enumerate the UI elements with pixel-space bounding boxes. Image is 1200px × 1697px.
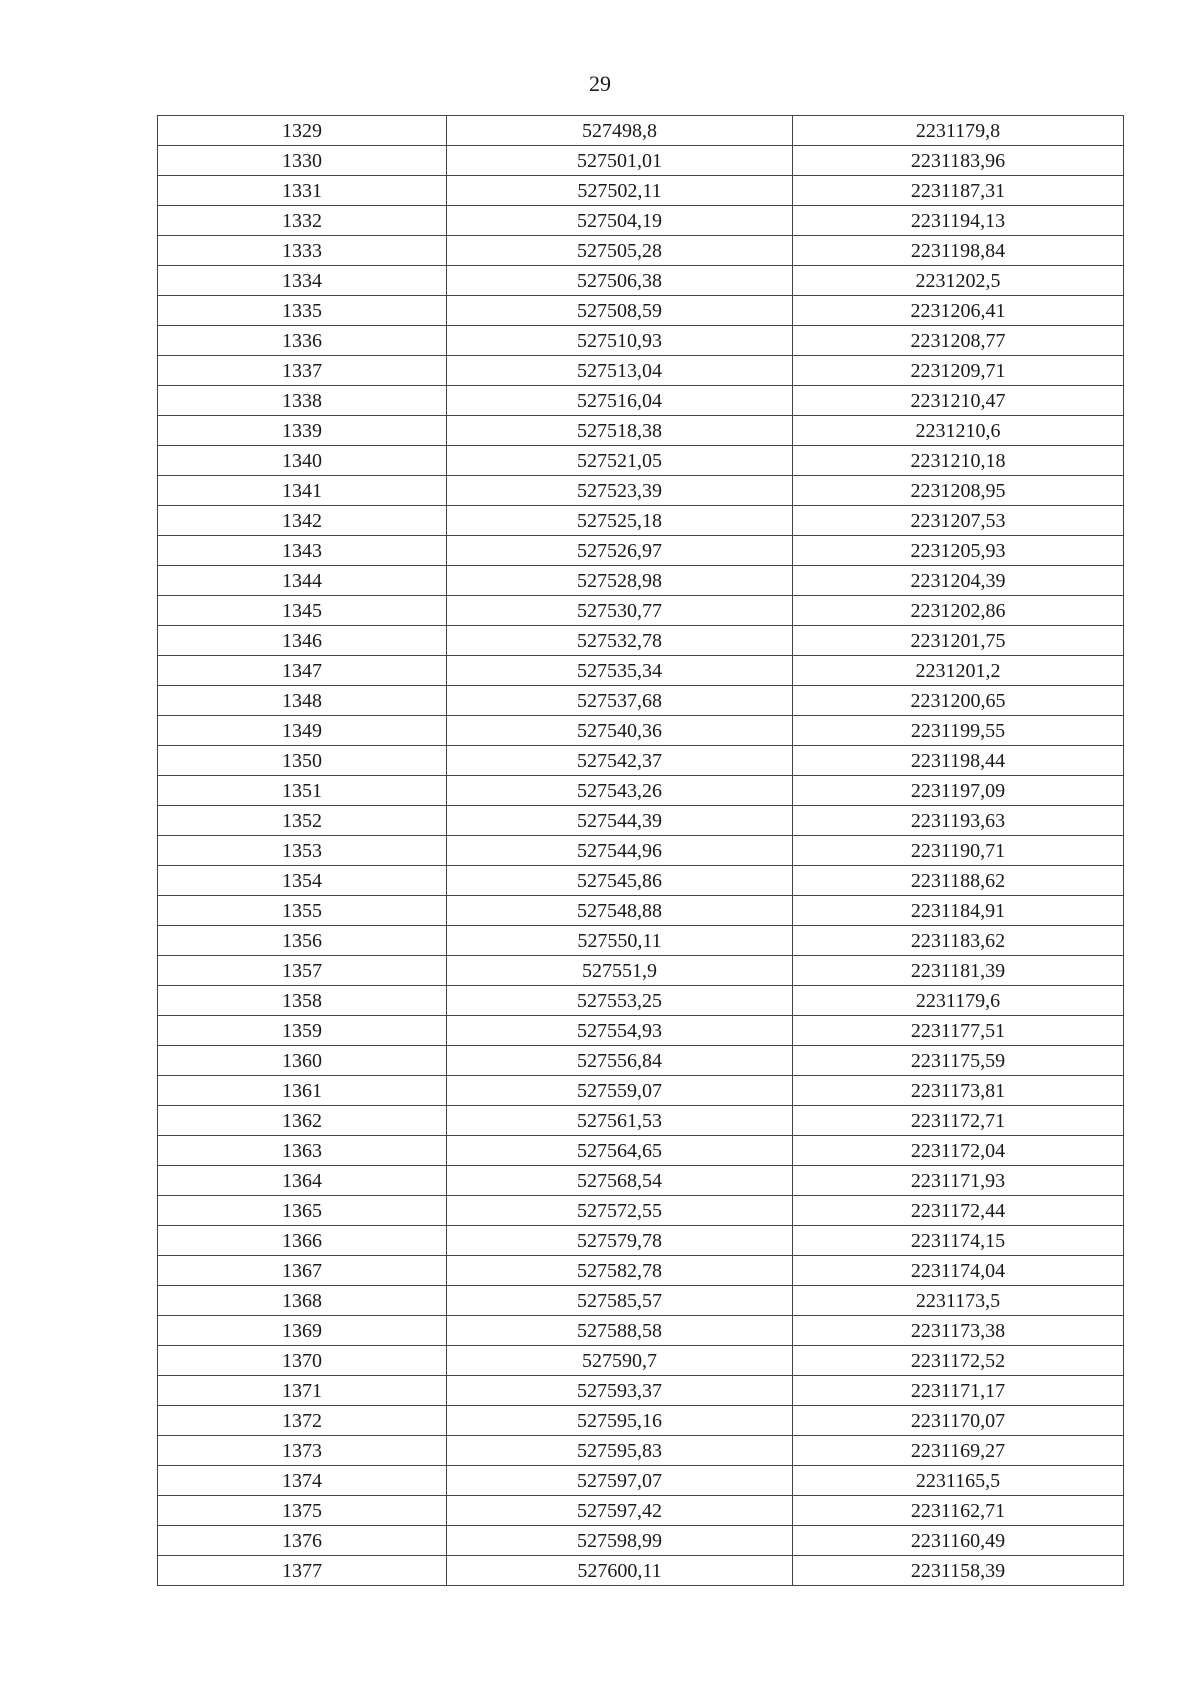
point-number-cell: 1344 xyxy=(158,566,447,596)
table-row xyxy=(158,656,1124,686)
y-coordinate-cell: 2231204,39 xyxy=(793,566,1124,596)
y-coordinate-cell: 2231171,17 xyxy=(793,1376,1124,1406)
table-row xyxy=(158,536,1124,566)
point-number-cell: 1333 xyxy=(158,236,447,266)
table-row xyxy=(158,836,1124,866)
table-row xyxy=(158,746,1124,776)
y-coordinate-cell: 2231208,77 xyxy=(793,326,1124,356)
point-number-cell: 1349 xyxy=(158,716,447,746)
x-coordinate-cell: 527597,42 xyxy=(447,1496,793,1526)
y-coordinate-cell: 2231165,5 xyxy=(793,1466,1124,1496)
y-coordinate-cell: 2231183,62 xyxy=(793,926,1124,956)
y-coordinate-cell: 2231173,5 xyxy=(793,1286,1124,1316)
table-row xyxy=(158,1046,1124,1076)
y-coordinate-cell: 2231199,55 xyxy=(793,716,1124,746)
x-coordinate-cell: 527597,07 xyxy=(447,1466,793,1496)
x-coordinate-cell: 527572,55 xyxy=(447,1196,793,1226)
y-coordinate-cell: 2231179,6 xyxy=(793,986,1124,1016)
table-row xyxy=(158,326,1124,356)
point-number-cell: 1373 xyxy=(158,1436,447,1466)
x-coordinate-cell: 527561,53 xyxy=(447,1106,793,1136)
y-coordinate-cell: 2231179,8 xyxy=(793,116,1124,146)
table-row xyxy=(158,1406,1124,1436)
y-coordinate-cell: 2231170,07 xyxy=(793,1406,1124,1436)
table-row xyxy=(158,716,1124,746)
x-coordinate-cell: 527535,34 xyxy=(447,656,793,686)
table-row xyxy=(158,236,1124,266)
y-coordinate-cell: 2231160,49 xyxy=(793,1526,1124,1556)
table-row xyxy=(158,386,1124,416)
y-coordinate-cell: 2231201,75 xyxy=(793,626,1124,656)
point-number-cell: 1367 xyxy=(158,1256,447,1286)
table-row xyxy=(158,1316,1124,1346)
y-coordinate-cell: 2231209,71 xyxy=(793,356,1124,386)
point-number-cell: 1374 xyxy=(158,1466,447,1496)
y-coordinate-cell: 2231172,04 xyxy=(793,1136,1124,1166)
point-number-cell: 1339 xyxy=(158,416,447,446)
y-coordinate-cell: 2231177,51 xyxy=(793,1016,1124,1046)
table-row xyxy=(158,566,1124,596)
table-row xyxy=(158,356,1124,386)
x-coordinate-cell: 527582,78 xyxy=(447,1256,793,1286)
point-number-cell: 1354 xyxy=(158,866,447,896)
table-row xyxy=(158,986,1124,1016)
point-number-cell: 1368 xyxy=(158,1286,447,1316)
y-coordinate-cell: 2231173,38 xyxy=(793,1316,1124,1346)
y-coordinate-cell: 2231158,39 xyxy=(793,1556,1124,1586)
x-coordinate-cell: 527525,18 xyxy=(447,506,793,536)
point-number-cell: 1347 xyxy=(158,656,447,686)
x-coordinate-cell: 527588,58 xyxy=(447,1316,793,1346)
table-row xyxy=(158,956,1124,986)
y-coordinate-cell: 2231172,44 xyxy=(793,1196,1124,1226)
point-number-cell: 1360 xyxy=(158,1046,447,1076)
x-coordinate-cell: 527540,36 xyxy=(447,716,793,746)
y-coordinate-cell: 2231190,71 xyxy=(793,836,1124,866)
y-coordinate-cell: 2231210,6 xyxy=(793,416,1124,446)
point-number-cell: 1330 xyxy=(158,146,447,176)
y-coordinate-cell: 2231187,31 xyxy=(793,176,1124,206)
y-coordinate-cell: 2231181,39 xyxy=(793,956,1124,986)
x-coordinate-cell: 527510,93 xyxy=(447,326,793,356)
y-coordinate-cell: 2231169,27 xyxy=(793,1436,1124,1466)
point-number-cell: 1365 xyxy=(158,1196,447,1226)
table-row xyxy=(158,416,1124,446)
x-coordinate-cell: 527559,07 xyxy=(447,1076,793,1106)
y-coordinate-cell: 2231200,65 xyxy=(793,686,1124,716)
x-coordinate-cell: 527595,16 xyxy=(447,1406,793,1436)
y-coordinate-cell: 2231174,15 xyxy=(793,1226,1124,1256)
table-row xyxy=(158,1226,1124,1256)
point-number-cell: 1375 xyxy=(158,1496,447,1526)
table-row xyxy=(158,1286,1124,1316)
coordinates-table-body xyxy=(158,116,1124,1586)
x-coordinate-cell: 527598,99 xyxy=(447,1526,793,1556)
x-coordinate-cell: 527501,01 xyxy=(447,146,793,176)
point-number-cell: 1329 xyxy=(158,116,447,146)
point-number-cell: 1338 xyxy=(158,386,447,416)
table-row xyxy=(158,176,1124,206)
y-coordinate-cell: 2231202,86 xyxy=(793,596,1124,626)
point-number-cell: 1359 xyxy=(158,1016,447,1046)
point-number-cell: 1350 xyxy=(158,746,447,776)
point-number-cell: 1355 xyxy=(158,896,447,926)
x-coordinate-cell: 527568,54 xyxy=(447,1166,793,1196)
table-row xyxy=(158,446,1124,476)
table-row xyxy=(158,1376,1124,1406)
table-row xyxy=(158,776,1124,806)
point-number-cell: 1342 xyxy=(158,506,447,536)
page-number: 29 xyxy=(589,71,611,96)
table-row xyxy=(158,116,1124,146)
x-coordinate-cell: 527502,11 xyxy=(447,176,793,206)
point-number-cell: 1357 xyxy=(158,956,447,986)
table-row xyxy=(158,1496,1124,1526)
y-coordinate-cell: 2231194,13 xyxy=(793,206,1124,236)
x-coordinate-cell: 527528,98 xyxy=(447,566,793,596)
table-row xyxy=(158,1346,1124,1376)
table-row xyxy=(158,926,1124,956)
point-number-cell: 1370 xyxy=(158,1346,447,1376)
y-coordinate-cell: 2231198,84 xyxy=(793,236,1124,266)
point-number-cell: 1335 xyxy=(158,296,447,326)
x-coordinate-cell: 527553,25 xyxy=(447,986,793,1016)
table-row xyxy=(158,1076,1124,1106)
x-coordinate-cell: 527545,86 xyxy=(447,866,793,896)
table-row xyxy=(158,806,1124,836)
point-number-cell: 1345 xyxy=(158,596,447,626)
x-coordinate-cell: 527521,05 xyxy=(447,446,793,476)
point-number-cell: 1348 xyxy=(158,686,447,716)
x-coordinate-cell: 527548,88 xyxy=(447,896,793,926)
point-number-cell: 1352 xyxy=(158,806,447,836)
y-coordinate-cell: 2231171,93 xyxy=(793,1166,1124,1196)
point-number-cell: 1369 xyxy=(158,1316,447,1346)
y-coordinate-cell: 2231162,71 xyxy=(793,1496,1124,1526)
x-coordinate-cell: 527518,38 xyxy=(447,416,793,446)
y-coordinate-cell: 2231207,53 xyxy=(793,506,1124,536)
point-number-cell: 1364 xyxy=(158,1166,447,1196)
table-row xyxy=(158,1166,1124,1196)
table-row xyxy=(158,1256,1124,1286)
table-row xyxy=(158,626,1124,656)
x-coordinate-cell: 527544,39 xyxy=(447,806,793,836)
point-number-cell: 1337 xyxy=(158,356,447,386)
y-coordinate-cell: 2231172,52 xyxy=(793,1346,1124,1376)
y-coordinate-cell: 2231197,09 xyxy=(793,776,1124,806)
x-coordinate-cell: 527504,19 xyxy=(447,206,793,236)
point-number-cell: 1363 xyxy=(158,1136,447,1166)
table-row xyxy=(158,1196,1124,1226)
table-row xyxy=(158,896,1124,926)
point-number-cell: 1343 xyxy=(158,536,447,566)
table-row xyxy=(158,1556,1124,1586)
x-coordinate-cell: 527523,39 xyxy=(447,476,793,506)
y-coordinate-cell: 2231193,63 xyxy=(793,806,1124,836)
point-number-cell: 1331 xyxy=(158,176,447,206)
table-row xyxy=(158,206,1124,236)
x-coordinate-cell: 527590,7 xyxy=(447,1346,793,1376)
y-coordinate-cell: 2231205,93 xyxy=(793,536,1124,566)
x-coordinate-cell: 527600,11 xyxy=(447,1556,793,1586)
x-coordinate-cell: 527513,04 xyxy=(447,356,793,386)
table-row xyxy=(158,1106,1124,1136)
coordinates-table xyxy=(157,115,1124,1586)
table-row xyxy=(158,686,1124,716)
y-coordinate-cell: 2231210,18 xyxy=(793,446,1124,476)
point-number-cell: 1372 xyxy=(158,1406,447,1436)
point-number-cell: 1332 xyxy=(158,206,447,236)
x-coordinate-cell: 527508,59 xyxy=(447,296,793,326)
x-coordinate-cell: 527550,11 xyxy=(447,926,793,956)
table-row xyxy=(158,1436,1124,1466)
point-number-cell: 1361 xyxy=(158,1076,447,1106)
table-row xyxy=(158,1136,1124,1166)
x-coordinate-cell: 527595,83 xyxy=(447,1436,793,1466)
table-row xyxy=(158,296,1124,326)
point-number-cell: 1336 xyxy=(158,326,447,356)
x-coordinate-cell: 527530,77 xyxy=(447,596,793,626)
y-coordinate-cell: 2231188,62 xyxy=(793,866,1124,896)
point-number-cell: 1358 xyxy=(158,986,447,1016)
x-coordinate-cell: 527537,68 xyxy=(447,686,793,716)
x-coordinate-cell: 527564,65 xyxy=(447,1136,793,1166)
y-coordinate-cell: 2231183,96 xyxy=(793,146,1124,176)
y-coordinate-cell: 2231206,41 xyxy=(793,296,1124,326)
point-number-cell: 1377 xyxy=(158,1556,447,1586)
point-number-cell: 1356 xyxy=(158,926,447,956)
table-row xyxy=(158,506,1124,536)
x-coordinate-cell: 527505,28 xyxy=(447,236,793,266)
point-number-cell: 1362 xyxy=(158,1106,447,1136)
x-coordinate-cell: 527506,38 xyxy=(447,266,793,296)
x-coordinate-cell: 527544,96 xyxy=(447,836,793,866)
x-coordinate-cell: 527551,9 xyxy=(447,956,793,986)
x-coordinate-cell: 527526,97 xyxy=(447,536,793,566)
point-number-cell: 1346 xyxy=(158,626,447,656)
x-coordinate-cell: 527554,93 xyxy=(447,1016,793,1046)
table-row xyxy=(158,476,1124,506)
y-coordinate-cell: 2231208,95 xyxy=(793,476,1124,506)
y-coordinate-cell: 2231198,44 xyxy=(793,746,1124,776)
x-coordinate-cell: 527556,84 xyxy=(447,1046,793,1076)
table-row xyxy=(158,266,1124,296)
x-coordinate-cell: 527498,8 xyxy=(447,116,793,146)
y-coordinate-cell: 2231184,91 xyxy=(793,896,1124,926)
table-row xyxy=(158,146,1124,176)
y-coordinate-cell: 2231174,04 xyxy=(793,1256,1124,1286)
point-number-cell: 1376 xyxy=(158,1526,447,1556)
x-coordinate-cell: 527585,57 xyxy=(447,1286,793,1316)
y-coordinate-cell: 2231175,59 xyxy=(793,1046,1124,1076)
point-number-cell: 1340 xyxy=(158,446,447,476)
table-row xyxy=(158,1466,1124,1496)
x-coordinate-cell: 527593,37 xyxy=(447,1376,793,1406)
y-coordinate-cell: 2231201,2 xyxy=(793,656,1124,686)
point-number-cell: 1353 xyxy=(158,836,447,866)
x-coordinate-cell: 527543,26 xyxy=(447,776,793,806)
x-coordinate-cell: 527516,04 xyxy=(447,386,793,416)
point-number-cell: 1351 xyxy=(158,776,447,806)
point-number-cell: 1366 xyxy=(158,1226,447,1256)
y-coordinate-cell: 2231202,5 xyxy=(793,266,1124,296)
x-coordinate-cell: 527542,37 xyxy=(447,746,793,776)
y-coordinate-cell: 2231173,81 xyxy=(793,1076,1124,1106)
x-coordinate-cell: 527579,78 xyxy=(447,1226,793,1256)
table-row xyxy=(158,1016,1124,1046)
x-coordinate-cell: 527532,78 xyxy=(447,626,793,656)
table-row xyxy=(158,866,1124,896)
point-number-cell: 1371 xyxy=(158,1376,447,1406)
y-coordinate-cell: 2231210,47 xyxy=(793,386,1124,416)
point-number-cell: 1341 xyxy=(158,476,447,506)
point-number-cell: 1334 xyxy=(158,266,447,296)
table-row xyxy=(158,596,1124,626)
table-row xyxy=(158,1526,1124,1556)
y-coordinate-cell: 2231172,71 xyxy=(793,1106,1124,1136)
